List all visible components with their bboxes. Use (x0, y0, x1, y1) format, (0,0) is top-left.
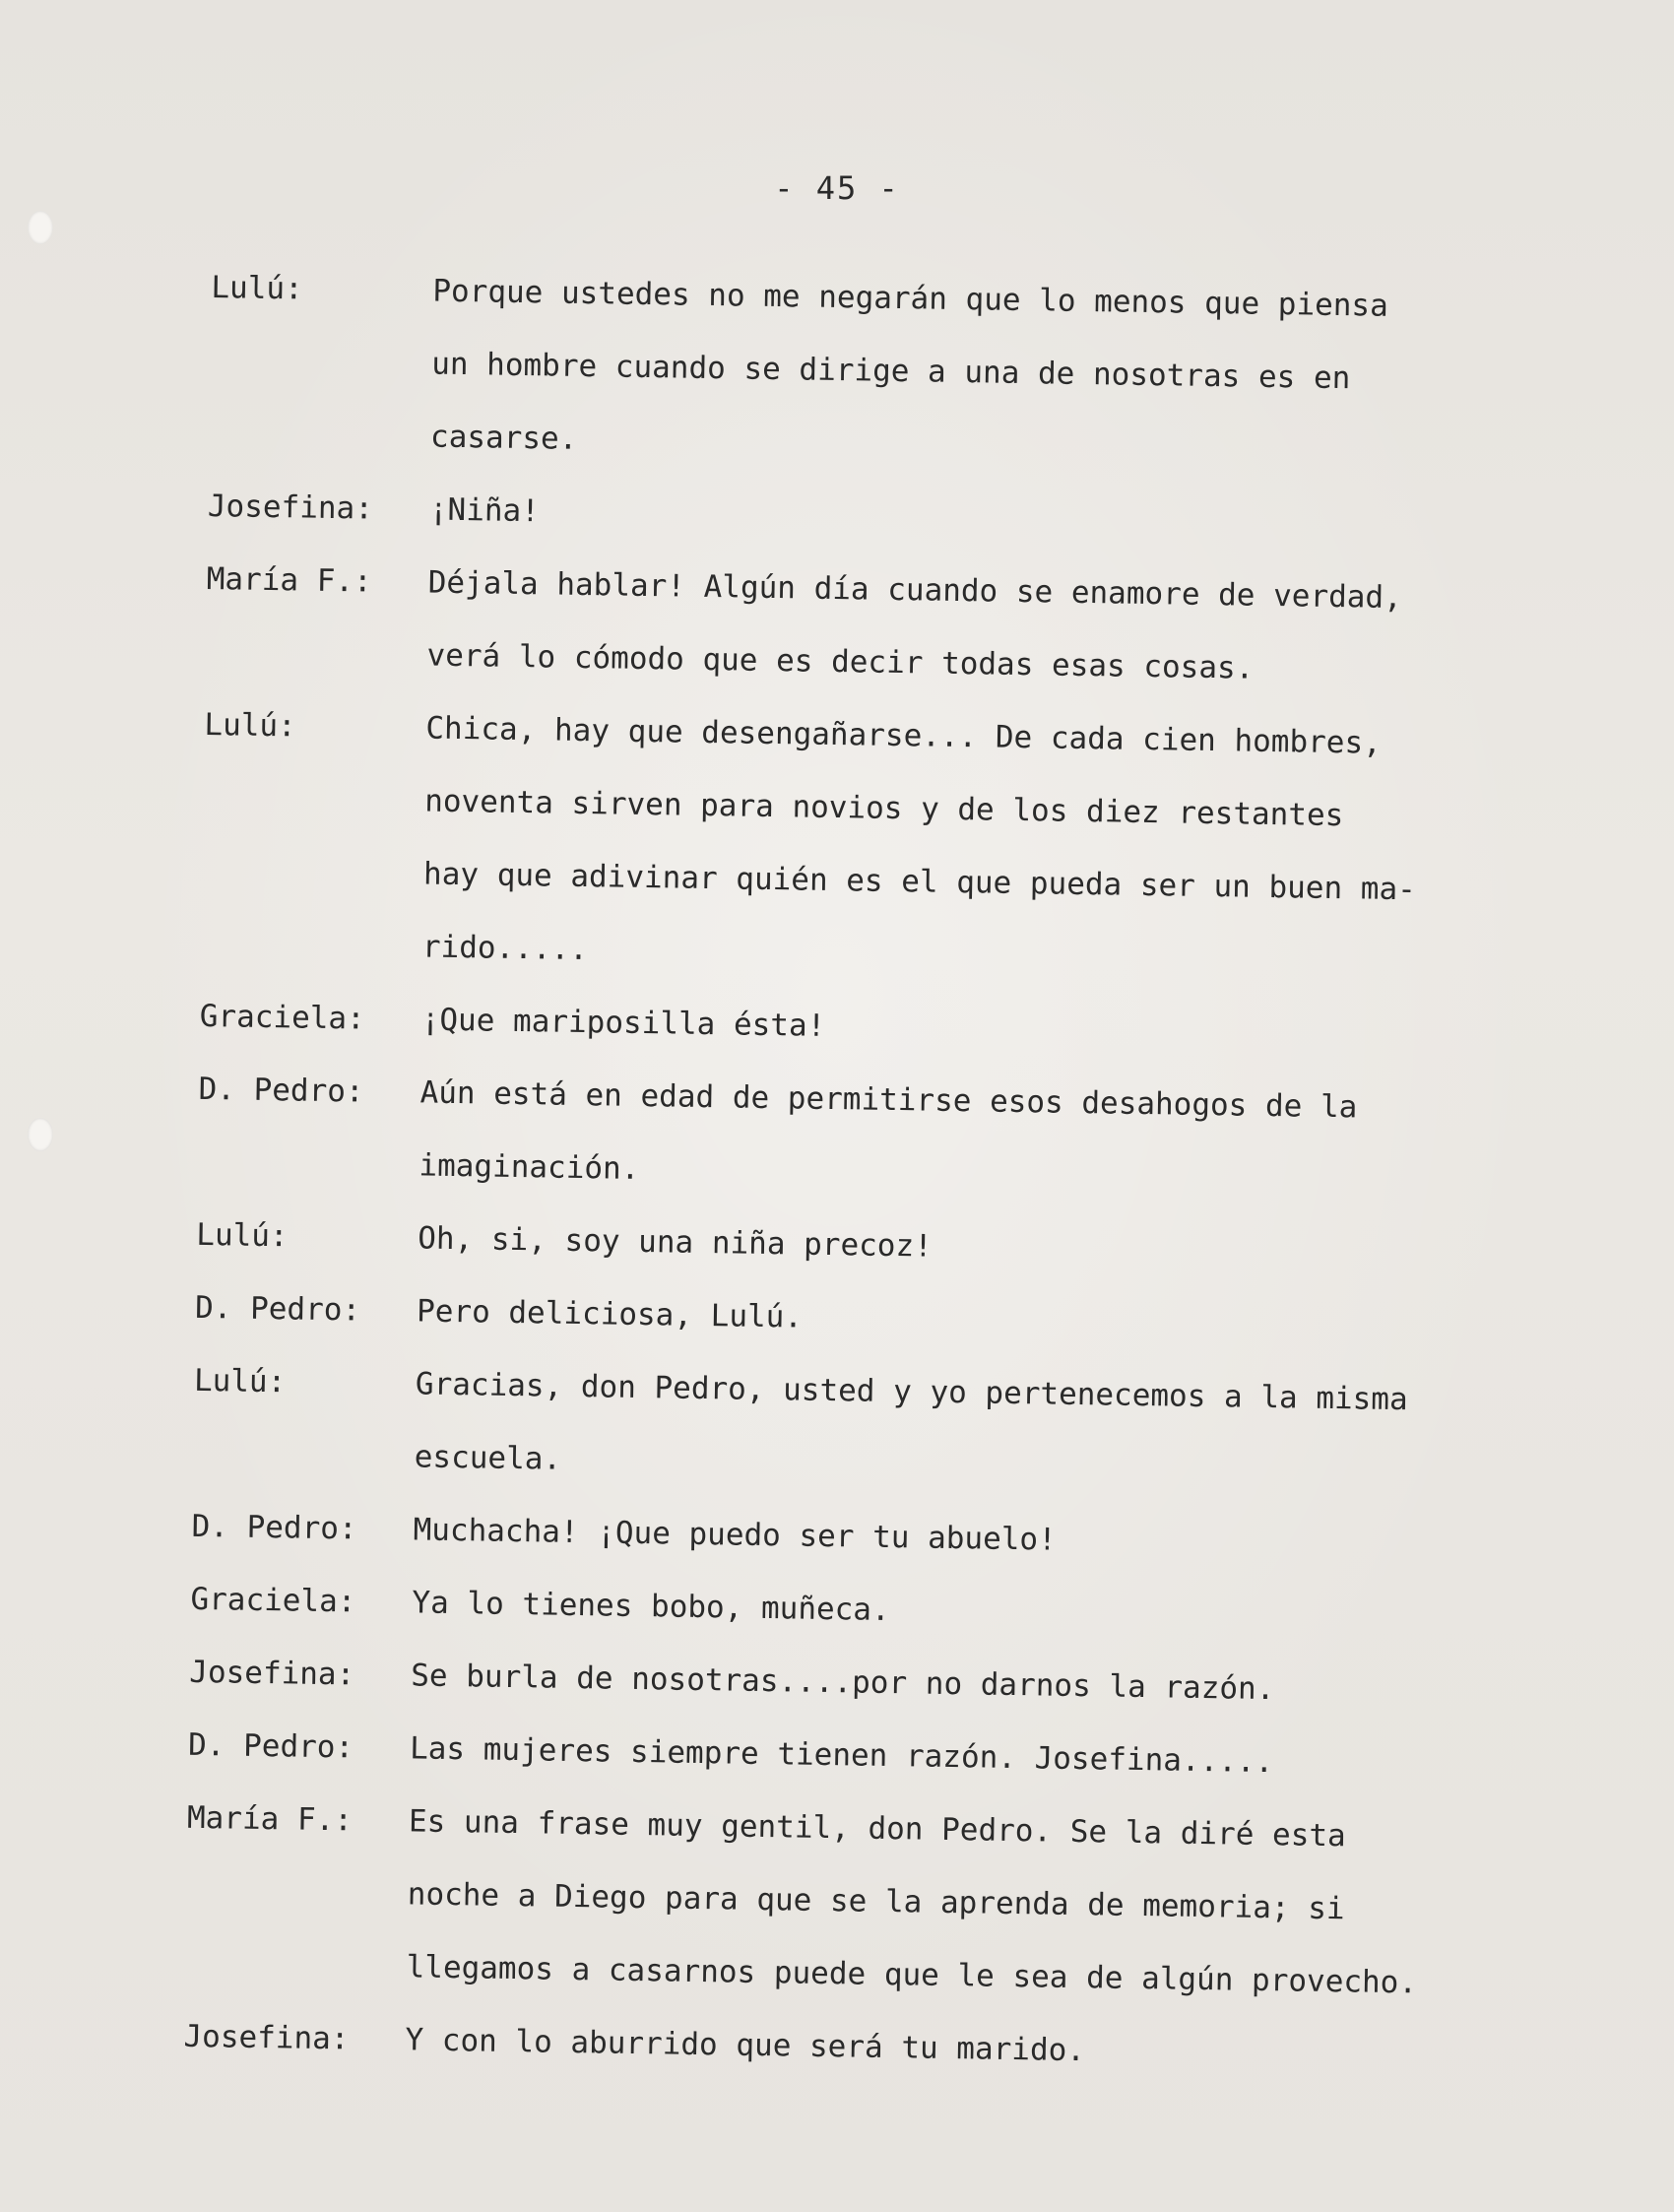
speaker-name: Graciela: (190, 1581, 356, 1620)
speech-text (414, 1347, 1543, 1511)
speech-line: llegamos a casarnos puede que le sea de algún provecho. (406, 1949, 1418, 2001)
speaker-name: María F.: (186, 1799, 354, 1839)
speech-line: Es una frase muy gentil, don Pedro. Se la diré esta (408, 1803, 1346, 1854)
speech-text (429, 255, 1560, 491)
speech-line: Porque ustedes no me negarán que lo menos que piensa (432, 273, 1389, 324)
speaker-name: Lulú: (211, 269, 304, 307)
punch-hole-middle (28, 1118, 53, 1151)
speaker-name: María F.: (206, 560, 373, 600)
speaker-name: Lulú: (193, 1362, 287, 1400)
speaker-name: Lulú: (204, 706, 297, 745)
speech-line: rido..... (421, 929, 589, 968)
speech-line: ¡Que mariposilla ésta! (420, 1002, 826, 1044)
speech-text (421, 691, 1554, 1001)
page-number: - 45 - (774, 169, 900, 207)
dialogue-entry (200, 688, 1553, 1001)
speech-line: Pero deliciosa, Lulú. (416, 1293, 804, 1335)
speaker-name: Graciela: (199, 998, 366, 1037)
speech-text (426, 546, 1556, 709)
dialogue-entry (205, 543, 1556, 710)
speaker-name: Lulú: (196, 1216, 289, 1255)
speech-line: Déjala hablar! Algún día cuando se enamore de verdad, (427, 564, 1403, 617)
speech-line: imaginación. (418, 1147, 640, 1187)
speech-line: Aún está en edad de permitirse esos desahogos de la (419, 1074, 1358, 1126)
speech-line: casarse. (429, 419, 578, 457)
speech-line: Y con lo aburrido que será tu marido. (405, 2022, 1086, 2069)
speaker-name: Josefina: (207, 488, 374, 527)
speech-line: Las mujeres siempre tienen razón. Josefina..... (409, 1730, 1274, 1781)
punch-hole-top (28, 211, 53, 244)
speaker-name: D. Pedro: (198, 1071, 364, 1110)
speaker-name: Josefina: (189, 1654, 355, 1693)
speech-line: Chica, hay que desengañarse... De cada cien hombres, (425, 710, 1383, 761)
speech-line: escuela. (414, 1439, 562, 1477)
speaker-name: D. Pedro: (194, 1289, 361, 1329)
speech-line: noche a Diego para que se la aprenda de memoria; si (407, 1876, 1345, 1927)
dialogue-script (183, 251, 1561, 2094)
speech-text (406, 1785, 1536, 2021)
speech-line: un hombre cuando se dirige a una de nosotras es en (430, 346, 1351, 397)
speaker-name: D. Pedro: (187, 1726, 354, 1766)
speech-line: Muchacha! ¡Que puedo ser tu abuelo! (413, 1512, 1058, 1558)
speech-line: Ya lo tienes bobo, muñeca. (412, 1585, 890, 1628)
dialogue-entry (184, 1782, 1536, 2021)
speech-line: hay que adivinar quién es el que pueda ser un buen ma- (422, 856, 1417, 908)
speaker-name: Josefina: (183, 2018, 350, 2057)
speech-line: Gracias, don Pedro, usted y yo pertenecemos a la misma (415, 1366, 1408, 1418)
dialogue-entry (192, 1344, 1543, 1512)
speech-line: Se burla de nosotras....por no darnos la razón. (411, 1658, 1275, 1708)
speech-line: noventa sirven para novios y de los diez restantes (423, 783, 1344, 834)
dialogue-entry (197, 1053, 1548, 1220)
speech-line: verá lo cómodo que es decir todas esas cosas. (426, 637, 1255, 686)
speech-text (418, 1056, 1548, 1219)
speaker-name: D. Pedro: (191, 1508, 357, 1547)
speech-line: ¡Niña! (428, 491, 541, 530)
speech-line: Oh, si, soy una niña precoz! (417, 1220, 934, 1265)
dialogue-entry (209, 251, 1561, 490)
